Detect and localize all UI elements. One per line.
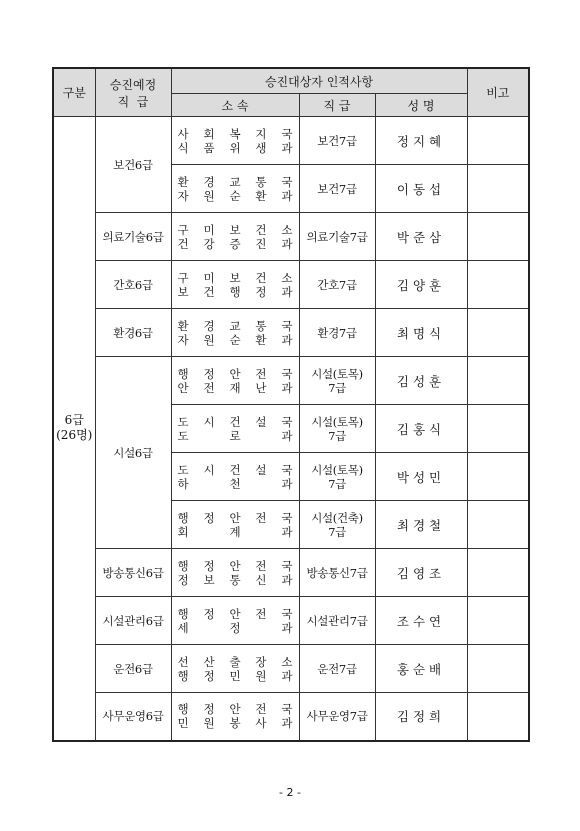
rank-line: 방송통신7급: [306, 565, 368, 580]
note-cell: [467, 309, 529, 357]
dept-line-division: 자 원 순 환 과: [177, 332, 293, 347]
name-cell: 조수연: [375, 597, 467, 645]
header-name: 성 명: [375, 94, 467, 117]
name-cell: 박준삼: [375, 213, 467, 261]
planned-grade-cell: 시설6급: [95, 357, 171, 549]
rank-line: 보건7급: [317, 181, 357, 196]
rank-cell: [299, 357, 375, 405]
rank-cell: [299, 309, 375, 357]
name-cell: 김양훈: [375, 261, 467, 309]
name-cell: 정지혜: [375, 117, 467, 165]
dept-cell: [171, 261, 299, 309]
note-cell: [467, 693, 529, 741]
note-cell: [467, 405, 529, 453]
page-number: - 2 -: [279, 786, 301, 799]
dept-line-division: 회 계 과: [177, 524, 293, 539]
table-body: [53, 117, 529, 741]
note-cell: [467, 165, 529, 213]
note-cell: [467, 645, 529, 693]
note-cell: [467, 453, 529, 501]
dept-line-bureau: 구 미 보 건 소: [177, 222, 293, 237]
planned-grade-cell: 의료기술6급: [95, 213, 171, 261]
dept-cell: [171, 453, 299, 501]
rank-line: 시설(토목): [311, 366, 363, 381]
rank-line: 환경7급: [317, 325, 357, 340]
rank-cell: [299, 213, 375, 261]
dept-line-bureau: 도 시 건 설 국: [177, 414, 293, 429]
table-row: [53, 645, 529, 693]
dept-line-division: 정 보 통 신 과: [177, 572, 293, 587]
dept-cell: [171, 501, 299, 549]
dept-cell: [171, 693, 299, 741]
header-planned-grade-line2: 직 급: [117, 94, 149, 109]
table-row: [53, 261, 529, 309]
planned-grade-cell: 시설관리6급: [95, 597, 171, 645]
dept-line-bureau: 환 경 교 통 국: [177, 174, 293, 189]
rank-line: 보건7급: [317, 133, 357, 148]
rank-line: 간호7급: [317, 277, 357, 292]
rank-cell: [299, 501, 375, 549]
dept-line-division: 세 정 과: [177, 620, 293, 635]
rank-cell: [299, 261, 375, 309]
note-cell: [467, 357, 529, 405]
planned-grade-cell: 간호6급: [95, 261, 171, 309]
rank-line: 운전7급: [317, 661, 357, 676]
dept-cell: [171, 645, 299, 693]
name-cell: 김성훈: [375, 357, 467, 405]
dept-line-bureau: 환 경 교 통 국: [177, 318, 293, 333]
name-cell: 박성민: [375, 453, 467, 501]
rank-cell: [299, 549, 375, 597]
dept-line-bureau: 선 산 출 장 소: [177, 654, 293, 669]
dept-line-division: 보 건 행 정 과: [177, 284, 293, 299]
dept-line-division: 식 품 위 생 과: [177, 140, 293, 155]
dept-line-bureau: 행 정 안 전 국: [177, 702, 293, 717]
name-cell: 홍순배: [375, 645, 467, 693]
dept-line-division: 하 천 과: [177, 476, 293, 491]
rank-cell: [299, 165, 375, 213]
dept-line-bureau: 행 정 안 전 국: [177, 558, 293, 573]
category-count: (26명): [56, 428, 93, 443]
rank-line: 시설(토목): [311, 414, 363, 429]
dept-cell: [171, 357, 299, 405]
dept-line-bureau: 행 정 안 전 국: [177, 366, 293, 381]
dept-cell: [171, 597, 299, 645]
dept-cell: [171, 405, 299, 453]
promotion-table: [52, 67, 530, 742]
note-cell: [467, 597, 529, 645]
table-row: [53, 213, 529, 261]
table-row: [53, 549, 529, 597]
header-planned-grade: [95, 68, 171, 117]
dept-cell: [171, 165, 299, 213]
dept-line-bureau: 도 시 건 설 국: [177, 462, 293, 477]
rank-line-2: 7급: [328, 428, 346, 443]
dept-line-bureau: 사 회 복 지 국: [177, 126, 293, 141]
category-cell: [53, 117, 95, 741]
planned-grade-cell: 보건6급: [95, 117, 171, 213]
dept-line-division: 자 원 순 환 과: [177, 188, 293, 203]
category-label: 6급: [64, 413, 84, 428]
planned-grade-cell: 운전6급: [95, 645, 171, 693]
dept-line-division: 행 정 민 원 과: [177, 668, 293, 683]
rank-cell: [299, 693, 375, 741]
rank-line: 시설관리7급: [306, 613, 368, 628]
rank-line-2: 7급: [328, 476, 346, 491]
rank-line-2: 7급: [328, 380, 346, 395]
name-cell: 이동섭: [375, 165, 467, 213]
rank-line: 의료기술7급: [306, 229, 368, 244]
table-row: [53, 693, 529, 741]
dept-line-division: 건 강 증 진 과: [177, 236, 293, 251]
dept-line-bureau: 구 미 보 건 소: [177, 270, 293, 285]
note-cell: [467, 117, 529, 165]
dept-line-bureau: 행 정 안 전 국: [177, 510, 293, 525]
name-cell: 김정희: [375, 693, 467, 741]
header-personnel-group: 승진대상자 인적사항: [171, 68, 467, 94]
note-cell: [467, 213, 529, 261]
note-cell: [467, 261, 529, 309]
table-row: [53, 117, 529, 165]
dept-cell: [171, 117, 299, 165]
name-cell: 김영조: [375, 549, 467, 597]
rank-cell: [299, 117, 375, 165]
rank-line: 사무운영7급: [306, 709, 368, 724]
rank-cell: [299, 597, 375, 645]
note-cell: [467, 501, 529, 549]
dept-cell: [171, 309, 299, 357]
note-cell: [467, 549, 529, 597]
table-row: [53, 357, 529, 405]
header-planned-grade-line1: 승진예정: [109, 77, 157, 92]
rank-line: 시설(토목): [311, 462, 363, 477]
planned-grade-cell: 환경6급: [95, 309, 171, 357]
dept-cell: [171, 549, 299, 597]
dept-line-division: 도 로 과: [177, 428, 293, 443]
rank-line-2: 7급: [328, 524, 346, 539]
dept-line-division: 안 전 재 난 과: [177, 380, 293, 395]
dept-cell: [171, 213, 299, 261]
name-cell: 최경철: [375, 501, 467, 549]
planned-grade-cell: 방송통신6급: [95, 549, 171, 597]
planned-grade-cell: 사무운영6급: [95, 693, 171, 741]
rank-cell: [299, 645, 375, 693]
name-cell: 최명식: [375, 309, 467, 357]
header-category: 구분: [53, 68, 95, 117]
header-note: 비고: [467, 68, 529, 117]
name-cell: 김홍식: [375, 405, 467, 453]
table-row: [53, 597, 529, 645]
rank-cell: [299, 405, 375, 453]
dept-line-bureau: 행 정 안 전 국: [177, 606, 293, 621]
header-dept: 소 속: [171, 94, 299, 117]
table-row: [53, 309, 529, 357]
header-rank: 직 급: [299, 94, 375, 117]
rank-cell: [299, 453, 375, 501]
rank-line: 시설(건축): [311, 510, 363, 525]
dept-line-division: 민 원 봉 사 과: [177, 716, 293, 731]
